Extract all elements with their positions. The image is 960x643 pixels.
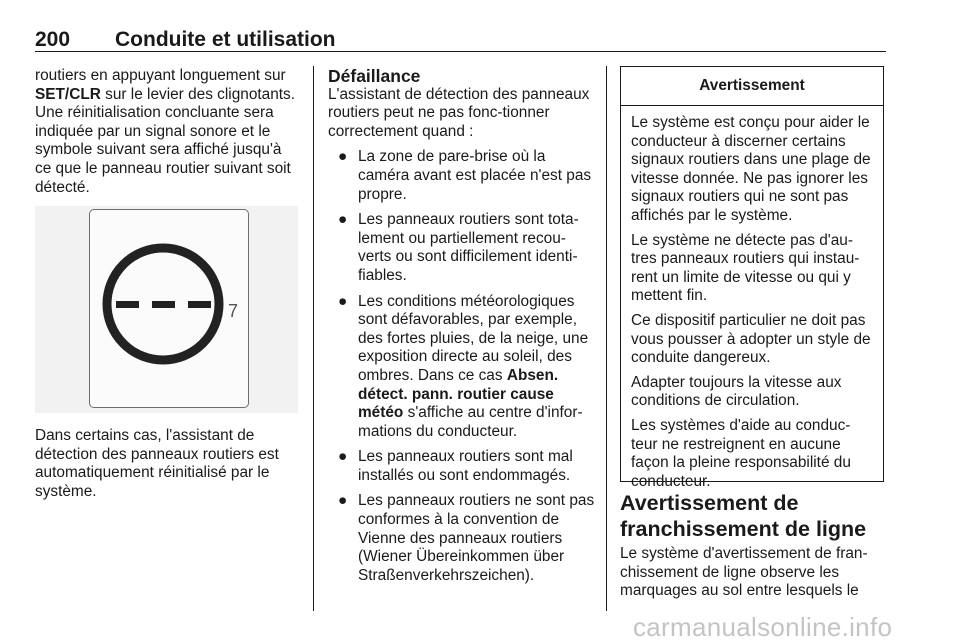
list-item xyxy=(328,211,596,285)
column-divider xyxy=(606,66,607,611)
column-divider xyxy=(313,66,314,611)
page-number: 200 xyxy=(35,28,71,51)
no-sign-detected-icon xyxy=(90,210,248,407)
intro-paragraph: L'assistant de détection des panneaux routiers peut ne pas fonc-tionner correctement quand : xyxy=(328,85,590,140)
column-2-text xyxy=(328,67,596,592)
warning-paragraph: Le système ne détecte pas d'au-tres panneaux routiers qui instau-rent un limite de vitesse ou qui y mettent fin. xyxy=(631,231,860,305)
header-rule xyxy=(35,51,886,52)
warning-paragraph: Adapter toujours la vitesse aux conditions de circulation. xyxy=(631,373,842,410)
warning-paragraph: Les systèmes d'aide au conduc-teur ne restreignent en aucune façon la pleine responsabilité du conducteur. xyxy=(631,416,851,490)
bullet-icon: ● xyxy=(338,448,348,466)
column-1-text xyxy=(35,67,301,197)
list-item-text: Les panneaux routiers sont mal installés ou sont endommagés. xyxy=(358,448,573,484)
text-run: routiers en appuyant longuement sur xyxy=(35,67,286,84)
page-header xyxy=(35,28,885,52)
reset-paragraph xyxy=(35,67,301,197)
weather-message-label: Absen. détect. pann. routier cause météo xyxy=(358,366,559,422)
bullet-icon: ● xyxy=(338,292,348,310)
list-item-text: Les panneaux routiers ne sont pas conformes à la convention de Vienne des panneaux routiers (Wiener Übereinkommen über Straßenverkehrszeichen). xyxy=(358,492,595,584)
list-item xyxy=(328,293,596,442)
auto-reset-paragraph xyxy=(35,427,301,501)
list-item xyxy=(328,492,596,585)
watermark: carmanualsonline.info xyxy=(633,612,893,642)
warning-body xyxy=(621,106,883,491)
warning-paragraph: Le système est conçu pour aider le conducteur à discerner certains signaux routiers dans une plage de vitesse donnée. Ne pas ignorer les signaux routiers qui ne sont pas affichés par le système. xyxy=(631,114,871,224)
section-heading-lane-departure: Avertissement de franchissement de ligne xyxy=(620,491,867,541)
list-item-text: La zone de pare-brise où la caméra avant est placée n'est pas propre. xyxy=(358,148,592,203)
list-item-text: Les conditions météorologiques sont défavorables, par exemple, des fortes pluies, de la neige, une exposition directe au soleil, des ombres. Dans ce cas xyxy=(358,292,589,384)
warning-box xyxy=(620,66,884,490)
list-item-text: Les panneaux routiers sont tota-lement ou partiellement recou-verts ou sont difficilement identi-fiables. xyxy=(358,211,579,284)
warning-title: Avertissement xyxy=(621,67,883,106)
text-run: sur le levier des clignotants. Une réinitialisation concluante sera indiquée par un signal sonore et le symbole suivant sera affiché jusqu'à ce que le panneau routier suivant soit détecté. xyxy=(35,85,296,196)
page-title: Conduite et utilisation xyxy=(115,28,336,51)
reset-symbol-figure xyxy=(35,206,298,413)
bullet-icon: ● xyxy=(338,492,348,510)
section-heading-defaillance: Défaillance xyxy=(328,66,421,86)
bullet-icon: ● xyxy=(338,211,348,229)
bullet-icon: ● xyxy=(338,148,348,166)
list-item-text: s'affiche au centre d'infor-mations du conducteur. xyxy=(358,404,583,440)
set-clr-label: SET/CLR xyxy=(35,85,101,103)
failure-list xyxy=(328,148,596,585)
figure-reference-badge: 7 xyxy=(228,301,239,321)
list-item xyxy=(328,448,596,485)
display-frame xyxy=(89,209,249,408)
warning-paragraph: Ce dispositif particulier ne doit pas vous pousser à adopter un style de conduite dangereux. xyxy=(631,311,871,367)
list-item xyxy=(328,148,596,204)
lane-departure-paragraph: Le système d'avertissement de fran-chissement de ligne observe les marquages au sol entre lesquels le xyxy=(620,545,868,600)
paragraph: Dans certains cas, l'assistant de détection des panneaux routiers est automatiquement réinitialisé par le système. xyxy=(35,427,279,500)
